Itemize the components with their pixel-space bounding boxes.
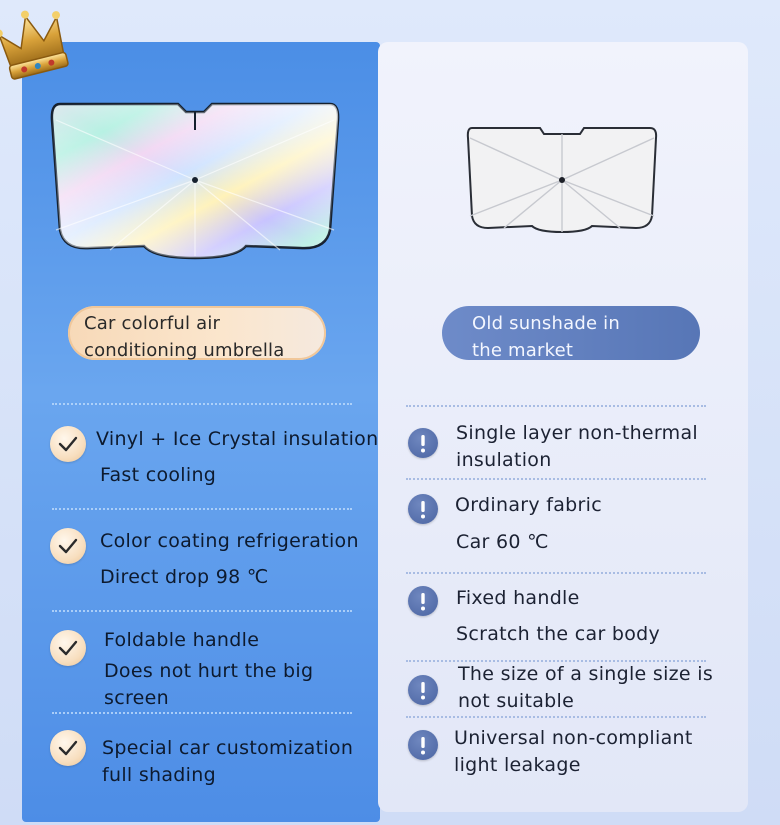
left-item-4-title-line2: full shading: [102, 764, 216, 786]
check-icon: [50, 426, 86, 462]
right-item-3-title: Fixed handle: [456, 587, 580, 609]
divider: [406, 716, 706, 718]
divider: [52, 712, 352, 714]
divider: [406, 572, 706, 574]
right-item-5-title-line2: light leakage: [454, 754, 581, 776]
right-item-2-desc: Car 60 ℃: [456, 531, 549, 553]
left-item-2-desc: Direct drop 98 ℃: [100, 566, 269, 588]
left-item-1-title: Vinyl + Ice Crystal insulation: [96, 428, 379, 450]
left-item-3-title: Foldable handle: [104, 629, 260, 651]
divider: [52, 610, 352, 612]
left-product-label-line1: Car colorful air: [84, 313, 221, 334]
left-item-3-desc-line2: screen: [104, 687, 169, 709]
divider: [52, 508, 352, 510]
divider: [406, 478, 706, 480]
check-icon: [50, 730, 86, 766]
right-item-5-title-line1: Universal non-compliant: [454, 727, 693, 749]
divider: [406, 405, 706, 407]
holographic-sunshade-image: [50, 100, 340, 262]
left-product-label: [68, 306, 326, 360]
plain-sunshade-image: [464, 124, 660, 234]
exclamation-icon: [408, 586, 438, 616]
right-item-3-desc: Scratch the car body: [456, 623, 661, 645]
exclamation-icon: [408, 428, 438, 458]
divider: [52, 403, 352, 405]
check-icon: [50, 528, 86, 564]
exclamation-icon: [408, 675, 438, 705]
right-item-4-title-line2: not suitable: [458, 690, 575, 712]
left-product-label-line2: conditioning umbrella: [84, 340, 285, 361]
right-item-4-title-line1: The size of a single size is: [458, 663, 714, 685]
exclamation-icon: [408, 730, 438, 760]
right-item-2-title: Ordinary fabric: [455, 494, 602, 516]
exclamation-icon: [408, 494, 438, 524]
left-item-2-title: Color coating refrigeration: [100, 530, 359, 552]
right-product-label-line1: Old sunshade in: [472, 313, 620, 334]
right-item-1-title-line2: insulation: [456, 449, 552, 471]
left-item-4-title-line1: Special car customization: [102, 737, 354, 759]
left-item-1-desc: Fast cooling: [100, 464, 217, 486]
right-item-1-title-line1: Single layer non-thermal: [456, 422, 699, 444]
left-item-3-desc-line1: Does not hurt the big: [104, 660, 314, 682]
check-icon: [50, 630, 86, 666]
right-product-label-line2: the market: [472, 340, 574, 361]
crown-icon: [0, 0, 78, 90]
right-product-label: [442, 306, 700, 360]
